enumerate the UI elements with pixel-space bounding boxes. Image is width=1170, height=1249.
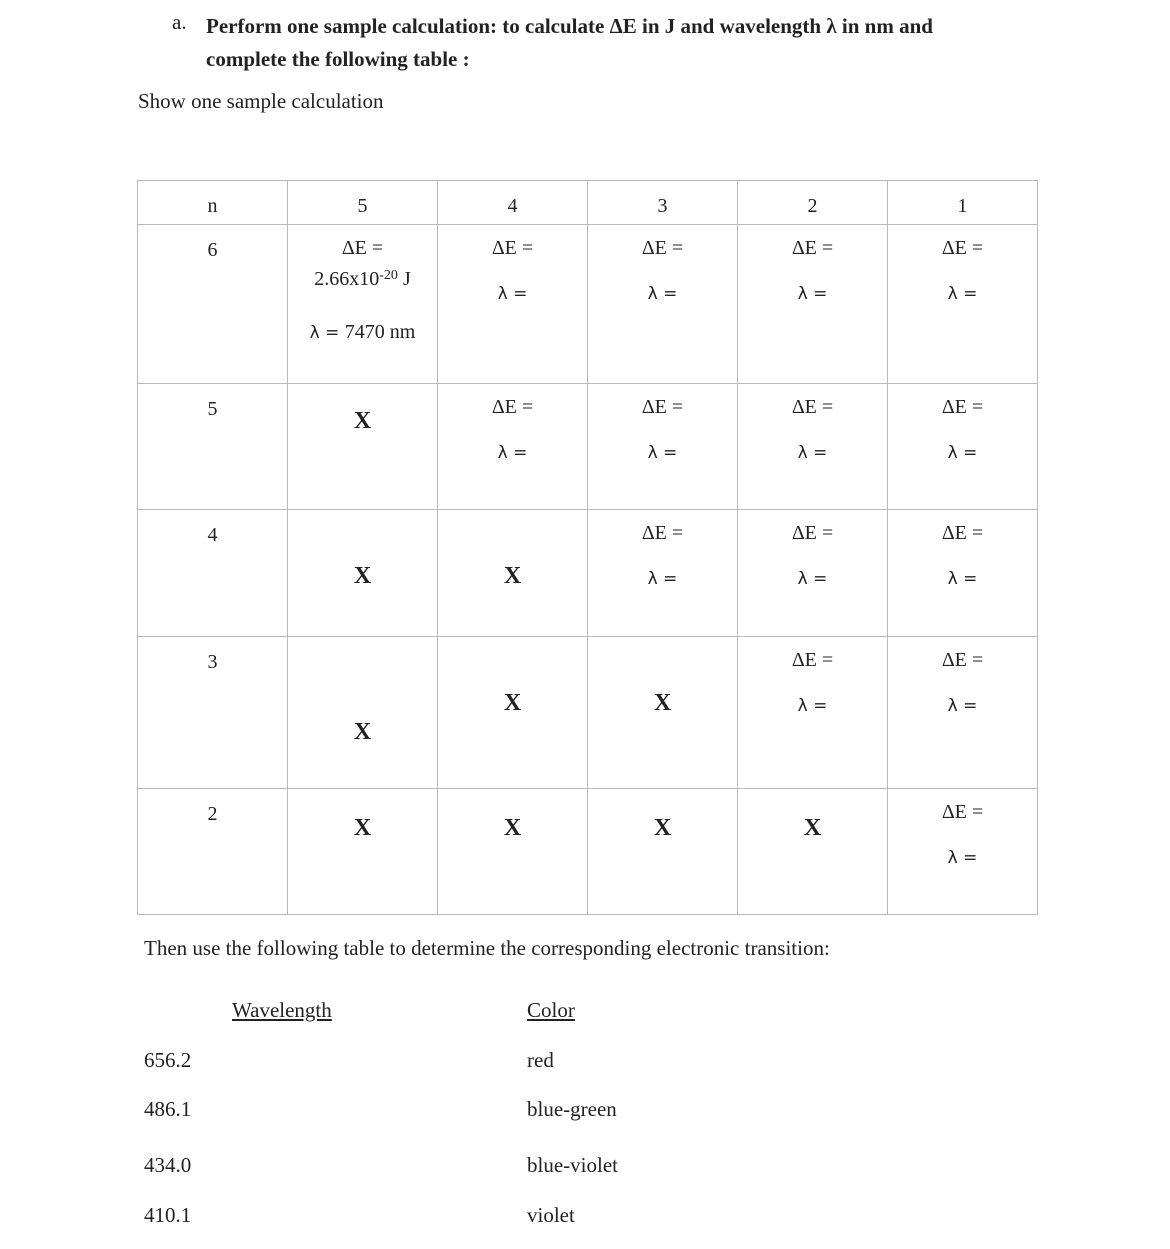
- excluded-cell: [288, 789, 438, 915]
- answer-cell[interactable]: [888, 789, 1038, 915]
- corner-cell: [138, 181, 288, 225]
- answer-cell[interactable]: [888, 225, 1038, 384]
- col-header-label: 4: [507, 195, 518, 217]
- x-mark: X: [803, 815, 822, 841]
- x-mark: X: [503, 690, 522, 716]
- delta-e-label: ΔE =: [941, 396, 984, 418]
- lambda-label: λ =: [647, 284, 678, 304]
- delta-e-label: ΔE =: [791, 237, 834, 259]
- answer-cell[interactable]: [588, 384, 738, 510]
- delta-e-label: ΔE =: [641, 522, 684, 544]
- excluded-cell: [438, 510, 588, 637]
- x-mark: X: [653, 815, 672, 841]
- sample-energy-value: [288, 260, 437, 291]
- wavelength-value: 656.2: [144, 1048, 192, 1072]
- sample-lambda: [288, 291, 437, 344]
- question-text: [206, 10, 1026, 76]
- answer-cell[interactable]: [438, 225, 588, 384]
- excluded-cell: [738, 789, 888, 915]
- instruction-text: Then use the following table to determine the corresponding electronic transition:: [144, 936, 830, 960]
- lambda-label: λ =: [797, 284, 828, 304]
- wavelength-header: Wavelength: [232, 998, 332, 1022]
- answer-cell[interactable]: [738, 637, 888, 789]
- row-header: [138, 384, 288, 510]
- answer-cell[interactable]: [738, 384, 888, 510]
- lambda-label: λ =: [797, 696, 828, 716]
- excluded-cell: [588, 789, 738, 915]
- answer-cell[interactable]: [738, 225, 888, 384]
- table-row: [138, 510, 1038, 637]
- energy-transition-table: [137, 180, 1038, 915]
- color-value: violet: [527, 1203, 575, 1227]
- sample-energy-mantissa: 2.66x10: [314, 268, 380, 290]
- answer-cell[interactable]: [888, 510, 1038, 637]
- color-value: blue-green: [527, 1097, 617, 1121]
- delta-e-label: ΔE =: [941, 801, 984, 823]
- lambda-label: λ =: [797, 569, 828, 589]
- col-header: [588, 181, 738, 225]
- question-line-1: Perform one sample calculation: to calculate ΔE in J and wavelength λ in nm and: [206, 14, 933, 38]
- excluded-cell: [288, 637, 438, 789]
- table-row: [138, 637, 1038, 789]
- sample-cell: [288, 225, 438, 384]
- question-number: a.: [172, 10, 187, 34]
- row-header-label: 6: [207, 239, 218, 261]
- delta-e-label: ΔE =: [941, 237, 984, 259]
- sample-delta-e: ΔE =: [341, 237, 384, 259]
- row-header-label: 4: [207, 524, 218, 546]
- delta-e-label: ΔE =: [641, 396, 684, 418]
- row-header-label: 5: [207, 398, 218, 420]
- col-header-label: 5: [357, 195, 368, 217]
- excluded-cell: [438, 637, 588, 789]
- col-header-label: 2: [807, 195, 818, 217]
- delta-e-label: ΔE =: [791, 396, 834, 418]
- x-mark: X: [353, 563, 372, 589]
- color-value: blue-violet: [527, 1153, 618, 1177]
- delta-e-label: ΔE =: [791, 649, 834, 671]
- excluded-cell: [438, 789, 588, 915]
- question-line-2: complete the following table :: [206, 47, 470, 71]
- col-header: [738, 181, 888, 225]
- table-row: [138, 225, 1038, 384]
- sample-lambda-value: 7470 nm: [344, 321, 416, 343]
- lambda-label: λ =: [947, 848, 978, 868]
- excluded-cell: [588, 637, 738, 789]
- delta-e-label: ΔE =: [491, 396, 534, 418]
- answer-cell[interactable]: [588, 510, 738, 637]
- wavelength-value: 486.1: [144, 1097, 192, 1121]
- x-mark: X: [503, 563, 522, 589]
- lambda-label: λ =: [947, 443, 978, 463]
- lambda-label: λ =: [797, 443, 828, 463]
- lambda-label: λ =: [947, 284, 978, 304]
- x-mark: X: [353, 408, 372, 434]
- sample-lambda-label: λ =: [309, 323, 345, 343]
- col-header: [438, 181, 588, 225]
- col-header-label: 3: [657, 195, 668, 217]
- color-value: red: [527, 1048, 554, 1072]
- corner-label: n: [207, 195, 218, 217]
- color-header: Color: [527, 998, 575, 1022]
- col-header: [888, 181, 1038, 225]
- answer-cell[interactable]: [738, 510, 888, 637]
- row-header-label: 3: [207, 651, 218, 673]
- row-header: [138, 637, 288, 789]
- delta-e-label: ΔE =: [791, 522, 834, 544]
- row-header: [138, 225, 288, 384]
- answer-cell[interactable]: [438, 384, 588, 510]
- x-mark: X: [353, 719, 372, 745]
- lambda-label: λ =: [947, 696, 978, 716]
- delta-e-label: ΔE =: [941, 522, 984, 544]
- row-header: [138, 510, 288, 637]
- lambda-label: λ =: [497, 284, 528, 304]
- lambda-label: λ =: [647, 443, 678, 463]
- delta-e-label: ΔE =: [641, 237, 684, 259]
- excluded-cell: [288, 384, 438, 510]
- sample-energy-unit: J: [397, 268, 411, 290]
- show-sample-label: Show one sample calculation: [138, 89, 384, 113]
- table-header-row: [138, 181, 1038, 225]
- row-header-label: 2: [207, 803, 218, 825]
- lambda-label: λ =: [647, 569, 678, 589]
- x-mark: X: [653, 690, 672, 716]
- excluded-cell: [288, 510, 438, 637]
- answer-cell[interactable]: [888, 637, 1038, 789]
- x-mark: X: [503, 815, 522, 841]
- lambda-label: λ =: [497, 443, 528, 463]
- delta-e-label: ΔE =: [941, 649, 984, 671]
- wavelength-value: 410.1: [144, 1203, 192, 1227]
- answer-cell[interactable]: [588, 225, 738, 384]
- sample-energy-exponent: -20: [379, 268, 398, 283]
- row-header: [138, 789, 288, 915]
- col-header: [288, 181, 438, 225]
- col-header-label: 1: [957, 195, 968, 217]
- table-row: [138, 789, 1038, 915]
- x-mark: X: [353, 815, 372, 841]
- table-row: [138, 384, 1038, 510]
- wavelength-value: 434.0: [144, 1153, 192, 1177]
- delta-e-label: ΔE =: [491, 237, 534, 259]
- lambda-label: λ =: [947, 569, 978, 589]
- answer-cell[interactable]: [888, 384, 1038, 510]
